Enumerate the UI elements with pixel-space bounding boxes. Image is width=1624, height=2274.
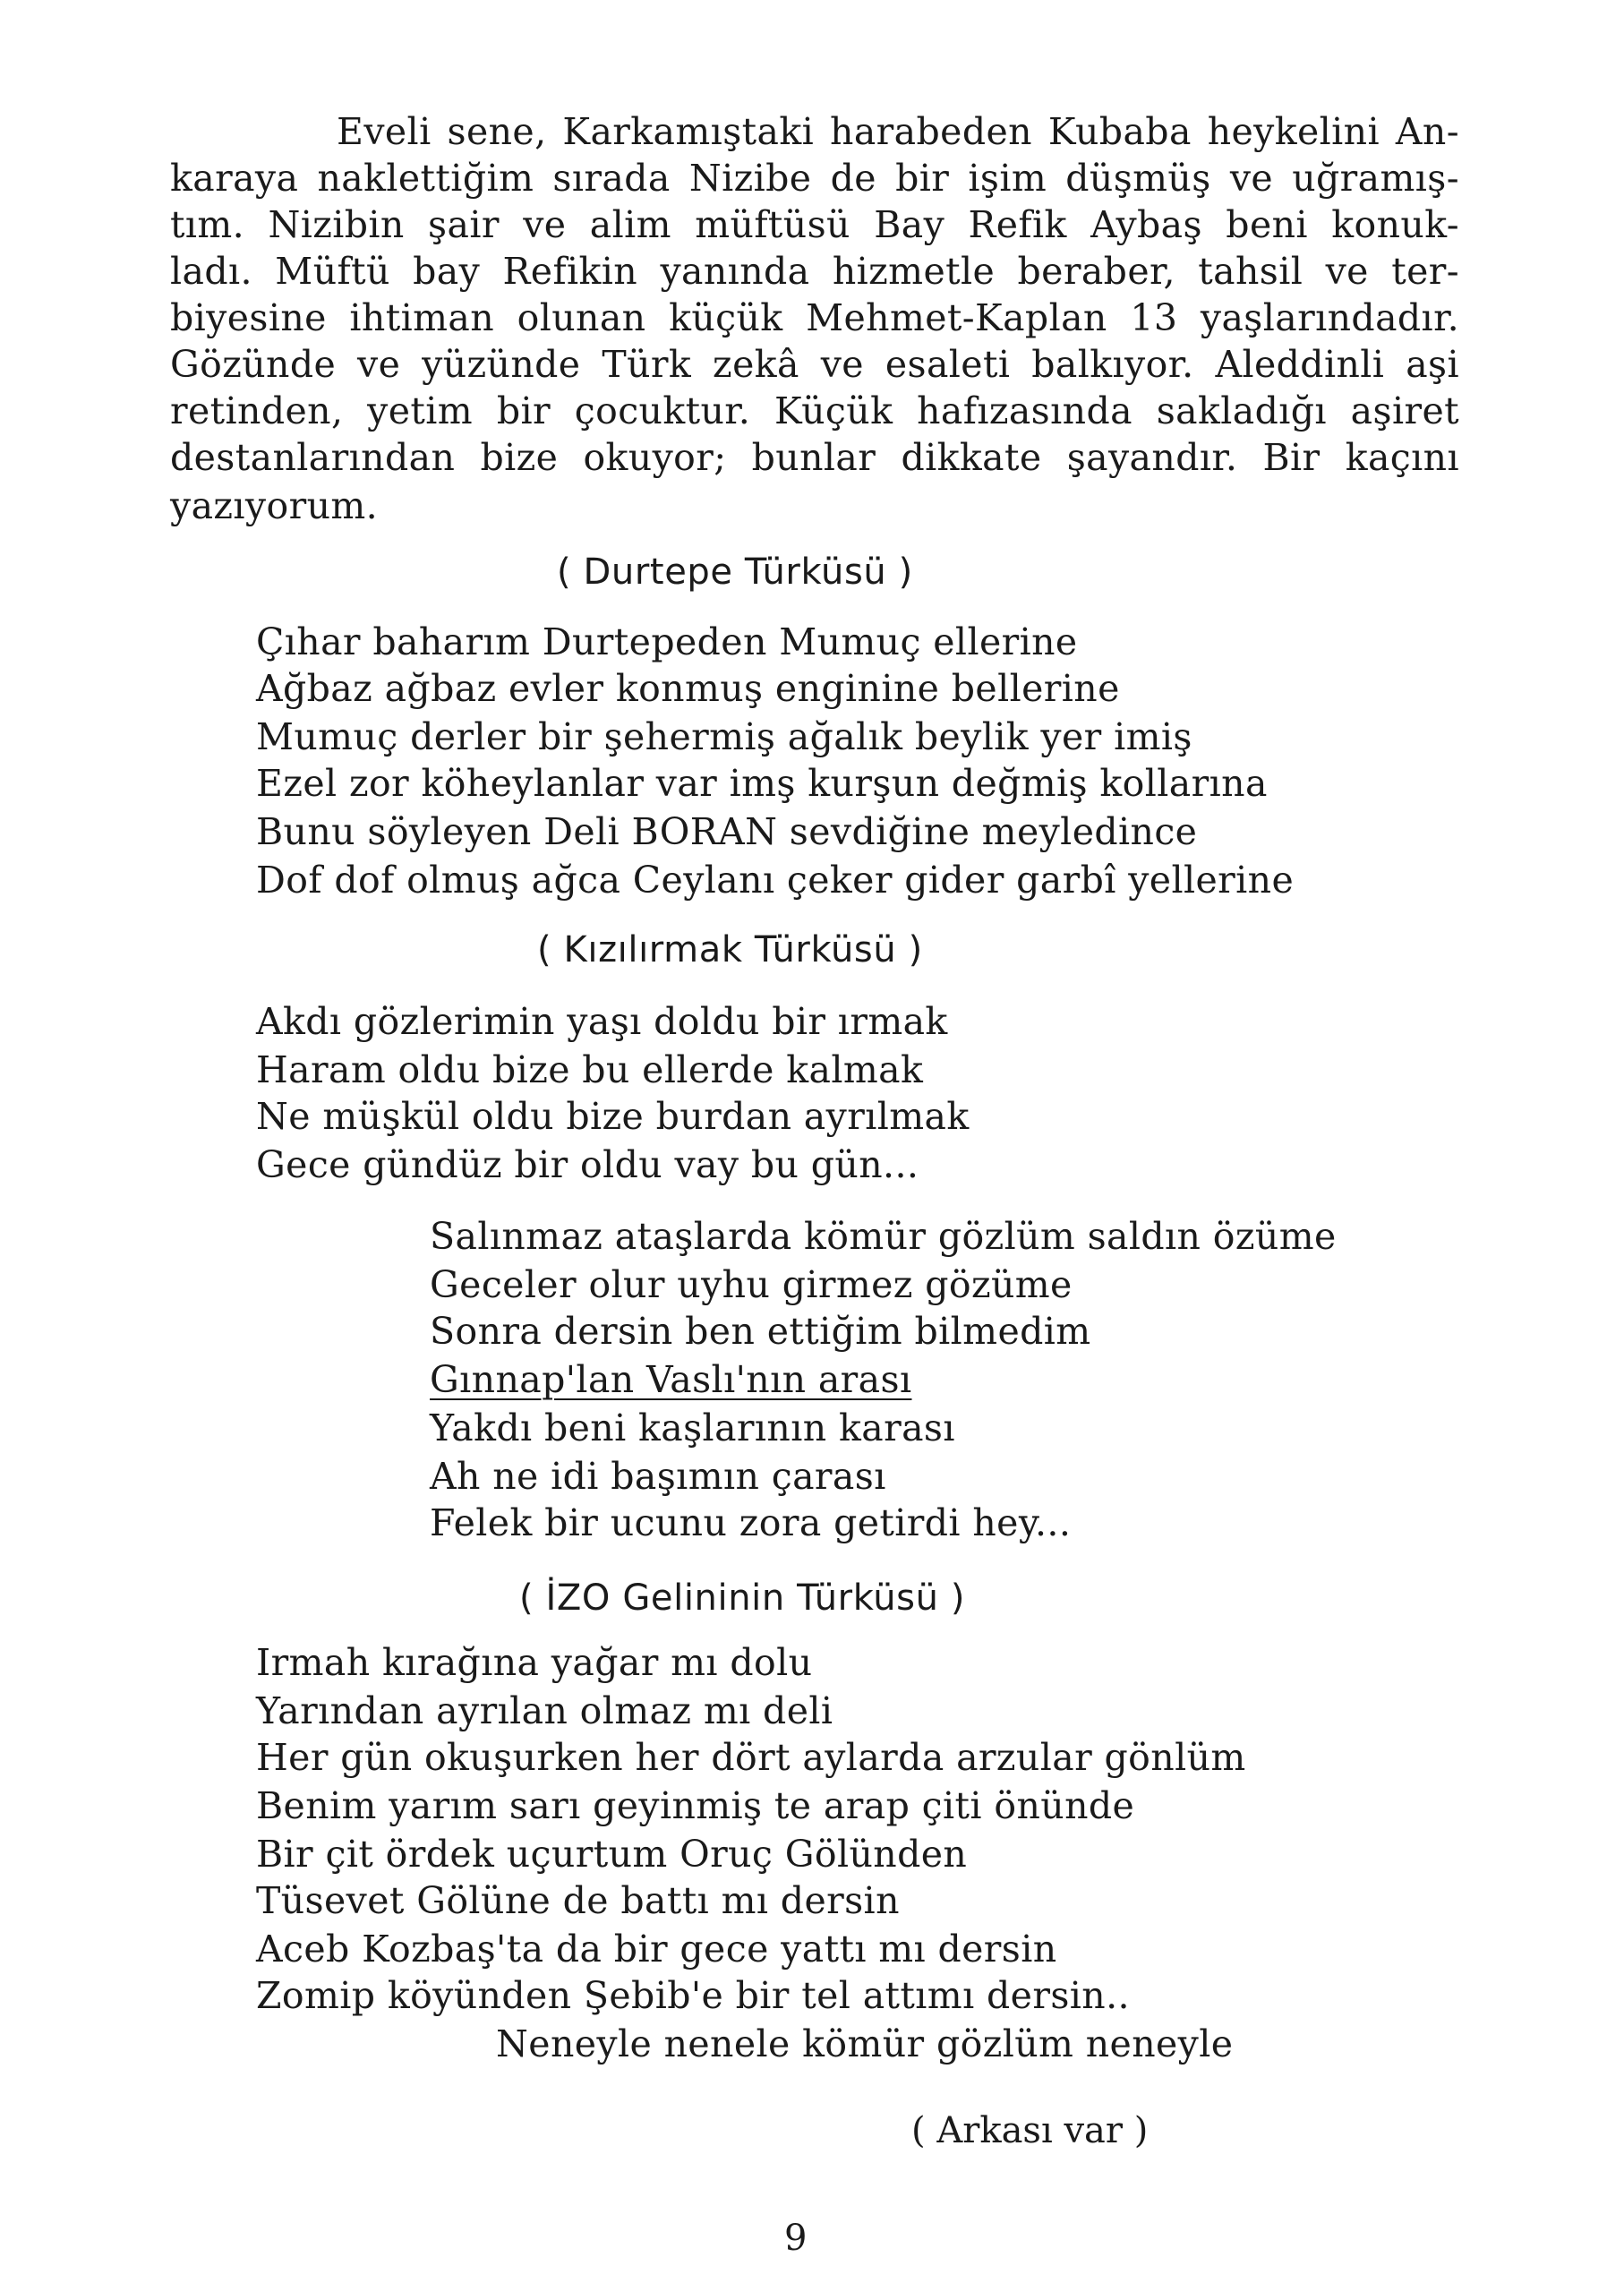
intro-line: ladı. Müftü bay Refikin yanında hizmetle beraber, tahsil ve ter- — [170, 250, 1459, 293]
intro-line: yazıyorum. — [170, 484, 379, 527]
intro-line: destanlarından bize okuyor; bunlar dikkate şayandır. Bir kaçını — [170, 436, 1459, 479]
song-title: ( İZO Gelininin Türküsü ) — [519, 1577, 966, 1619]
intro-line: tım. Nizibin şair ve alim müftüsü Bay Refik Aybaş beni konuk- — [170, 203, 1459, 246]
verse-line: Akdı gözlerimin yaşı doldu bir ırmak — [256, 1000, 948, 1043]
verse-line: Dof dof olmuş ağca Ceylanı çeker gider garbî yellerine — [256, 859, 1295, 902]
verse-line: Benim yarım sarı geyinmiş te arap çiti önünde — [256, 1784, 1135, 1827]
verse-line: Çıhar baharım Durtepeden Mumuç ellerine — [256, 620, 1078, 663]
intro-line: Gözünde ve yüzünde Türk zekâ ve esaleti balkıyor. Aleddinli aşi — [170, 343, 1459, 386]
verse-line: Gınnap'lan Vaslı'nın arası — [430, 1358, 912, 1401]
verse-line: Bir çit ördek uçurtum Oruç Gölünden — [256, 1833, 968, 1876]
verse-line: Aceb Kozbaş'ta da bir gece yattı mı dersin — [256, 1928, 1057, 1971]
verse-line: Neneyle nenele kömür gözlüm neneyle — [496, 2022, 1234, 2065]
verse-line: Salınmaz ataşlarda kömür gözlüm saldın özüme — [430, 1215, 1337, 1258]
verse-line: Tüsevet Gölüne de battı mı dersin — [256, 1879, 900, 1922]
intro-line: karaya naklettiğim sırada Nizibe de bir işim düşmüş ve uğramış- — [170, 157, 1459, 200]
verse-line: Felek bir ucunu zora getirdi hey... — [430, 1501, 1072, 1544]
intro-line: retinden, yetim bir çocuktur. Küçük hafızasında sakladığı aşiret — [170, 389, 1459, 432]
verse-line: Sonra dersin ben ettiğim bilmedim — [430, 1310, 1091, 1353]
verse-line: Ezel zor köheylanlar var imş kurşun değmiş kollarına — [256, 762, 1268, 805]
verse-line: Ağbaz ağbaz evler konmuş enginine bellerine — [256, 667, 1120, 710]
verse-line: Zomip köyünden Şebib'e bir tel attımı dersin.. — [256, 1974, 1130, 2017]
verse-line: Ah ne idi başımın çarası — [430, 1455, 886, 1498]
verse-line: Yakdı beni kaşlarının karası — [430, 1406, 955, 1449]
verse-line: Yarından ayrılan olmaz mı deli — [256, 1689, 833, 1732]
verse-line: Ne müşkül oldu bize burdan ayrılmak — [256, 1095, 970, 1138]
verse-line: Bunu söyleyen Deli BORAN sevdiğine meyledince — [256, 810, 1198, 853]
song-title: ( Kızılırmak Türküsü ) — [537, 929, 923, 970]
intro-line: Eveli sene, Karkamıştaki harabeden Kubaba heykelini An- — [337, 110, 1459, 153]
verse-line: Gece gündüz bir oldu vay bu gün... — [256, 1143, 919, 1186]
verse-line: Haram oldu bize bu ellerde kalmak — [256, 1048, 924, 1091]
intro-line: biyesine ihtiman olunan küçük Mehmet-Kaplan 13 yaşlarındadır. — [170, 296, 1459, 339]
song-title: ( Durtepe Türküsü ) — [557, 551, 913, 593]
page-number: 9 — [784, 2218, 808, 2259]
continued-note: ( Arkası var ) — [911, 2110, 1149, 2151]
verse-line: Her gün okuşurken her dört aylarda arzular gönlüm — [256, 1736, 1246, 1779]
verse-line: Mumuç derler bir şehermiş ağalık beylik yer imiş — [256, 715, 1192, 758]
verse-line: Irmah kırağına yağar mı dolu — [256, 1641, 813, 1684]
verse-line: Geceler olur uyhu girmez gözüme — [430, 1263, 1073, 1306]
